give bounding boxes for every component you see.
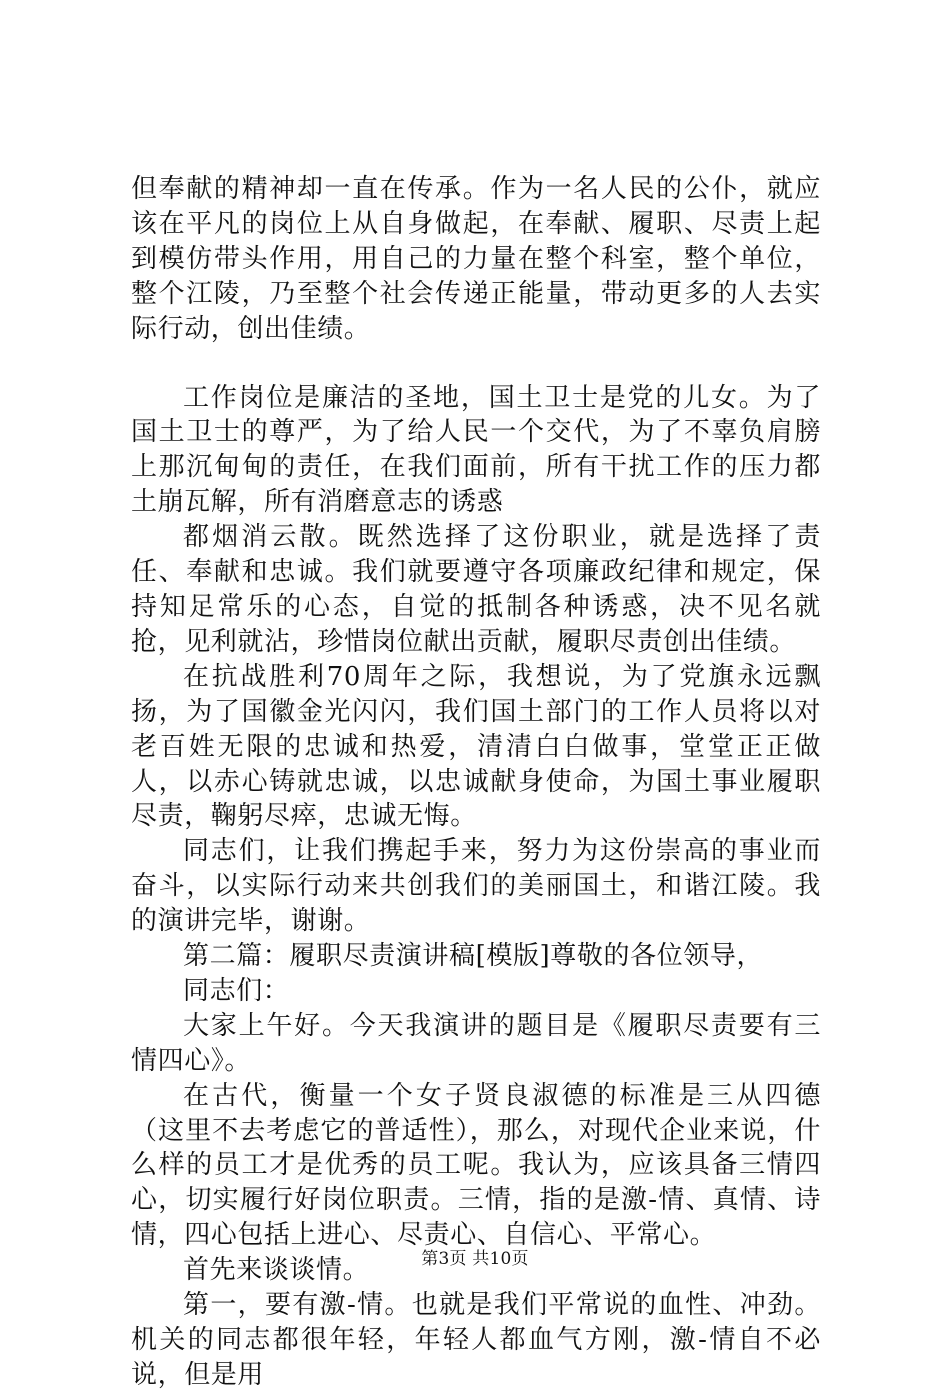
- paragraph-passion: 第一，要有激-情。也就是我们平常说的血性、冲劲。机关的同志都很年轻，年轻人都血气方刚，激-情自不必说，但是用: [131, 1290, 821, 1390]
- paragraph-salutation: 同志们：: [183, 975, 290, 1006]
- paragraph-three-four: 在古代，衡量一个女子贤良淑德的标准是三从四德（这里不去考虑它的普适性），那么，对现代企业来说，什么样的员工才是优秀的员工呢。我认为，应该具备三情四心，切实履行好岗位职责。三情，指的是激-情、真情、诗情，四心包括上进心、尽责心、自信心、平常心。: [131, 1080, 821, 1251]
- document-body: [131, 172, 821, 1393]
- paragraph-choice-duty: 都烟消云散。既然选择了这份职业，就是选择了责任、奉献和忠诚。我们就要遵守各项廉政纪律和规定，保持知足常乐的心态，自觉的抵制各种诱惑，决不见名就抢，见利就沾，珍惜岗位献出贡献，履职尽责创出佳绩。: [131, 522, 821, 657]
- paragraph-first-talk: 首先来谈谈情。: [183, 1255, 370, 1286]
- paragraph-post-integrity: 工作岗位是廉洁的圣地，国土卫士是党的儿女。为了国土卫士的尊严，为了给人民一个交代，为了不辜负肩膀上那沉甸甸的责任，在我们面前，所有干扰工作的压力都土崩瓦解，所有消磨意志的诱惑: [131, 382, 821, 518]
- paragraph-anniversary: 在抗战胜利70周年之际，我想说，为了党旗永远飘扬，为了国徽金光闪闪，我们国土部门的工作人员将以对老百姓无限的忠诚和热爱，清清白白做事，堂堂正正做人，以赤心铸就忠诚，以忠诚献身使命，为国土事业履职尽责，鞠躬尽瘁，忠诚无悔。: [131, 661, 821, 832]
- paragraph-greeting: 大家上午好。今天我演讲的题目是《履职尽责要有三情四心》。: [131, 1010, 821, 1076]
- section-heading-second: 第二篇：履职尽责演讲稿[模版]尊敬的各位领导，: [183, 941, 764, 972]
- page-footer: 第3页 共10页: [421, 1249, 529, 1269]
- paragraph-continuation: 但奉献的精神却一直在传承。作为一名人民的公仆，就应该在平凡的岗位上从自身做起，在奉献、履职、尽责上起到模仿带头作用，用自己的力量在整个科室，整个单位，整个江陵，乃至整个社会传递正能量，带动更多的人去实际行动，创出佳绩。: [131, 174, 821, 344]
- paragraph-closing: 同志们，让我们携起手来，努力为这份崇高的事业而奋斗，以实际行动来共创我们的美丽国土，和谐江陵。我的演讲完毕，谢谢。: [131, 836, 821, 937]
